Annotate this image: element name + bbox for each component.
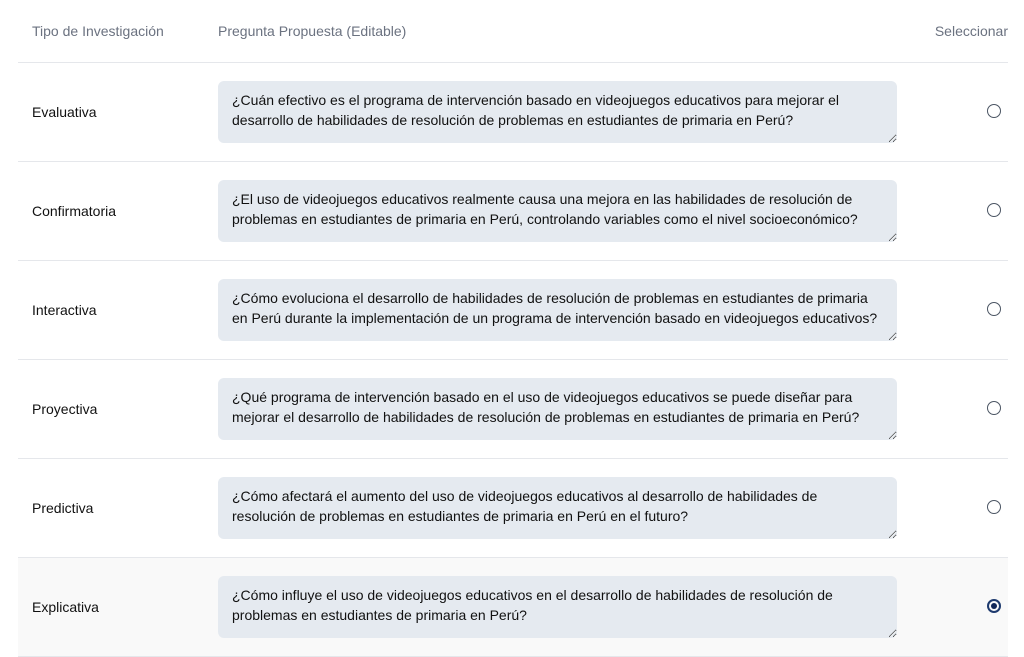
header-select: Seleccionar [930,0,1008,63]
table-row [18,63,1008,162]
question-textarea[interactable] [218,576,897,638]
question-textarea[interactable] [218,378,897,440]
question-textarea[interactable] [218,279,897,341]
question-textarea[interactable] [218,477,897,539]
select-radio[interactable] [987,302,1001,316]
select-radio[interactable] [987,104,1001,118]
select-radio[interactable] [987,203,1001,217]
select-radio[interactable] [987,500,1001,514]
table-row [18,459,1008,558]
research-type: Confirmatoria [18,162,217,261]
table-header [18,0,1008,63]
table-row [18,558,1008,657]
research-question-table [18,0,1008,657]
header-question: Pregunta Propuesta (Editable) [217,0,930,63]
question-textarea[interactable] [218,180,897,242]
question-textarea[interactable] [218,81,897,143]
header-type: Tipo de Investigación [18,0,217,63]
table-row [18,360,1008,459]
select-radio[interactable] [987,401,1001,415]
research-type: Evaluativa [18,63,217,162]
research-type: Explicativa [18,558,217,657]
research-type: Proyectiva [18,360,217,459]
select-radio[interactable] [987,599,1001,613]
table-row [18,162,1008,261]
research-type: Interactiva [18,261,217,360]
table-row [18,261,1008,360]
research-type: Predictiva [18,459,217,558]
